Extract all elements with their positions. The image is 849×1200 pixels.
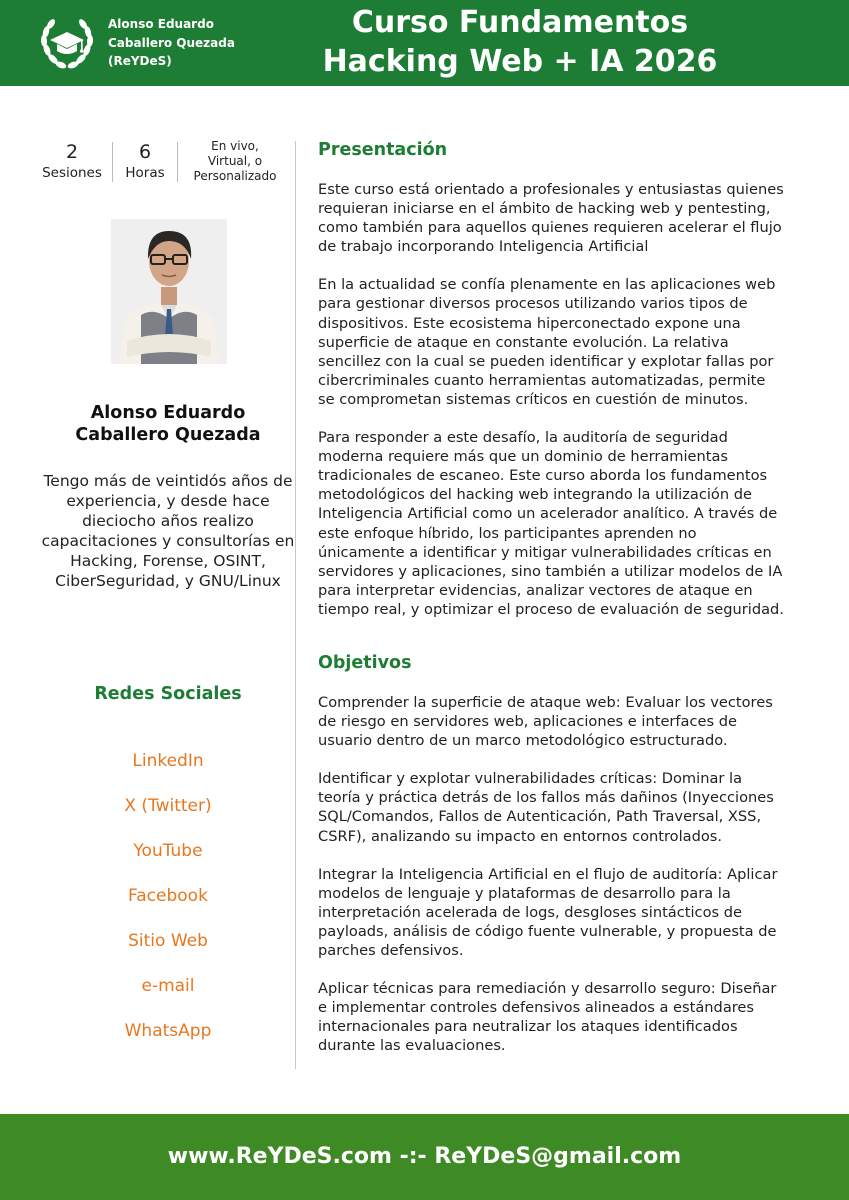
page-footer bbox=[0, 1114, 849, 1200]
presentacion-paragraph: Para responder a este desafío, la auditoría de seguridad moderna requiere más que un dominio de herramientas tradicionales de escaneo. Este curso aborda los fundamentos metodológicos del hacking web integrando la utilización de Inteligencia Artificial como un acelerador analítico. A través de este enfoque híbrido, los participantes aprenden no únicamente a identificar y mitigar vulnerabilidades críticas en servidores y aplicaciones, sino también a utilizar modelos de IA para interpretar evidencias, analizar vectores de ataque en tiempo real, y optimizar el proceso de evaluación de seguridad. bbox=[318, 429, 784, 618]
course-stats bbox=[32, 140, 304, 186]
social-link-website[interactable]: Sitio Web bbox=[128, 931, 208, 951]
objetivos-paragraph: Identificar y explotar vulnerabilidades críticas: Dominar la teoría y práctica detrás de los fallos más dañinos (Inyecciones SQL/Comandos, Fallos de Autenticación, Path Traversal, XSS, CSRF), analizando su impacto en entornos controlados. bbox=[318, 770, 774, 845]
page-header bbox=[0, 0, 849, 86]
header-author-line2: Caballero Quezada bbox=[108, 35, 235, 50]
author-name bbox=[32, 402, 304, 446]
header-author bbox=[108, 15, 308, 71]
course-title-line2: Hacking Web + IA 2026 bbox=[322, 44, 718, 79]
stat-divider bbox=[177, 142, 178, 182]
author-name-line1: Alonso Eduardo bbox=[90, 403, 246, 423]
graduation-cap-laurel-icon bbox=[38, 14, 96, 72]
stat-sessions-label: Sesiones bbox=[42, 165, 102, 181]
stat-modality bbox=[187, 139, 283, 184]
main-content bbox=[318, 138, 818, 1055]
social-link-facebook[interactable]: Facebook bbox=[128, 886, 208, 906]
stat-hours-value: 6 bbox=[138, 141, 152, 163]
author-bio: Tengo más de veintidós años de experiencia, y desde hace dieciocho años realizo capacitaciones y consultorías en Hacking, Forense, OSINT, CiberSeguridad, y GNU/Linux bbox=[41, 472, 295, 590]
stat-hours-label: Horas bbox=[125, 165, 165, 181]
social-heading: Redes Sociales bbox=[94, 684, 242, 704]
presentacion-paragraph: Este curso está orientado a profesionales y entusiastas quienes requieran iniciarse en el ámbito de hacking web y pentesting, como también para aquellos quienes requieren acelerar el flujo de trabajo incorporando Inteligencia Artificial bbox=[318, 181, 784, 256]
stat-sessions-value: 2 bbox=[65, 141, 79, 163]
stat-sessions bbox=[40, 140, 104, 182]
course-title-line1: Curso Fundamentos bbox=[351, 5, 689, 40]
social-links bbox=[32, 748, 304, 1063]
social-link-twitter[interactable]: X (Twitter) bbox=[124, 796, 212, 816]
course-title bbox=[310, 3, 730, 81]
section-title-objetivos: Objetivos bbox=[318, 652, 412, 673]
author-photo bbox=[111, 219, 227, 364]
social-link-whatsapp[interactable]: WhatsApp bbox=[124, 1021, 212, 1041]
column-divider bbox=[295, 141, 296, 1069]
objetivos-paragraph: Aplicar técnicas para remediación y desarrollo seguro: Diseñar e implementar controles defensivos alineados a estándares internacionales para neutralizar los ataques identificados durante las evaluaciones. bbox=[318, 980, 777, 1055]
objetivos-paragraph: Integrar la Inteligencia Artificial en el flujo de auditoría: Aplicar modelos de lenguaje y plataformas de desarrollo para la interpretación acelerada de logs, desgloses sintácticos de payloads, análisis de código fuente vulnerable, y propuesta de parches defensivos. bbox=[318, 865, 778, 959]
sidebar bbox=[32, 139, 304, 1041]
stat-modality-label: En vivo, Virtual, o Personalizado bbox=[193, 139, 277, 183]
social-link-youtube[interactable]: YouTube bbox=[133, 841, 203, 861]
author-name-line2: Caballero Quezada bbox=[75, 425, 261, 445]
social-link-email[interactable]: e-mail bbox=[141, 976, 195, 996]
presentacion-paragraph: En la actualidad se confía plenamente en las aplicaciones web para gestionar diversos procesos utilizando varios tipos de dispositivos. Este ecosistema hiperconectado expone una superficie de ataque en constante evolución. La relativa sencillez con la cual se pueden identificar y explotar fallas por cibercriminales cuanto herramientas automatizadas, permite se comprometan sistemas críticos en cuestión de minutos. bbox=[318, 276, 776, 408]
social-link-linkedin[interactable]: LinkedIn bbox=[132, 751, 204, 771]
footer-contact[interactable]: www.ReYDeS.com -:- ReYDeS@gmail.com bbox=[167, 1144, 682, 1169]
header-author-line1: Alonso Eduardo bbox=[108, 17, 214, 31]
header-author-line3: (ReYDeS) bbox=[108, 54, 172, 68]
stat-hours bbox=[116, 140, 174, 182]
section-title-presentacion: Presentación bbox=[318, 140, 448, 160]
stat-divider bbox=[112, 142, 113, 182]
objetivos-paragraph: Comprender la superficie de ataque web: Evaluar los vectores de riesgo en servidores web, aplicaciones e interfaces de usuario dentro de un marco metodológico estructurado. bbox=[318, 693, 773, 750]
